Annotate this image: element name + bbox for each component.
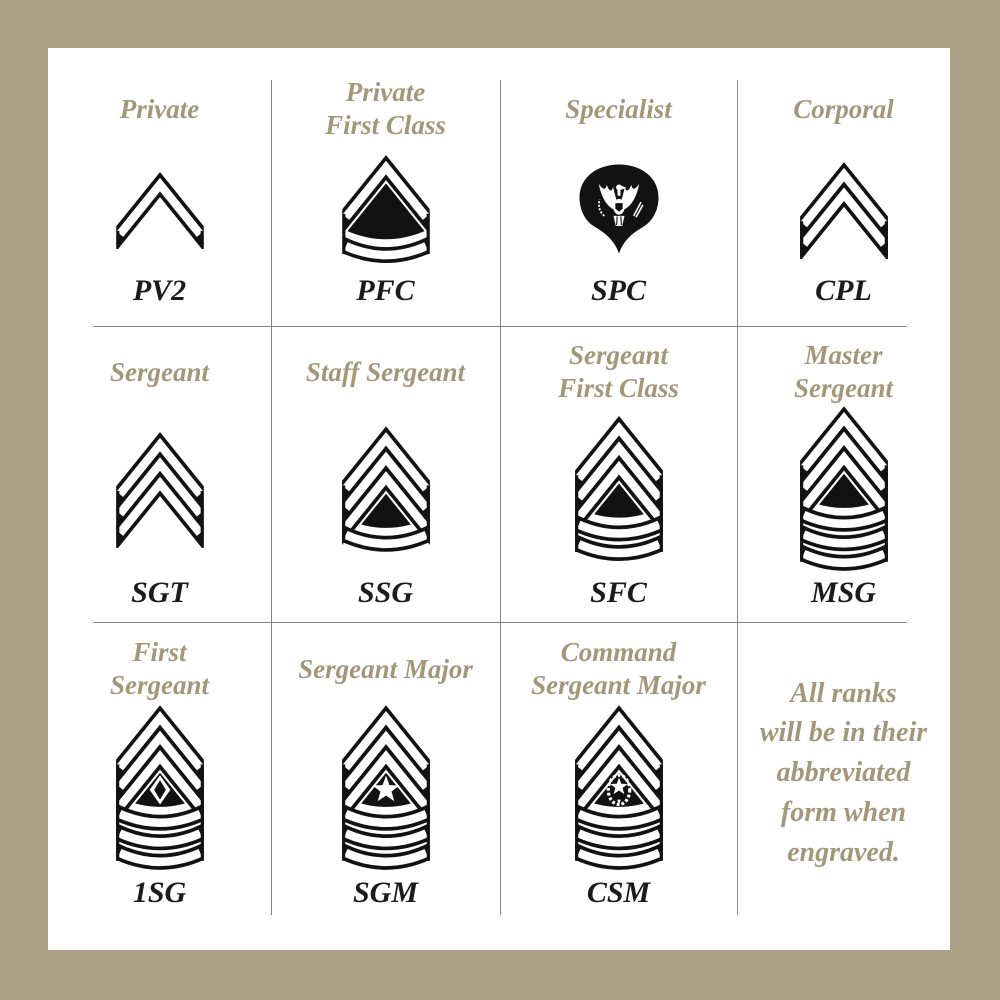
insignia-svg xyxy=(783,404,905,574)
private-chevron-icon xyxy=(99,146,221,272)
rank-title-line: Private xyxy=(345,77,426,108)
rank-abbr: PV2 xyxy=(132,274,187,307)
rank-cell-first-sergeant xyxy=(48,622,271,950)
insignia-svg xyxy=(325,153,447,266)
rank-title xyxy=(120,72,199,146)
note-line: will be in their xyxy=(759,717,928,749)
insignia-svg xyxy=(558,703,680,873)
rank-title xyxy=(325,72,446,146)
rank-title-line: Master xyxy=(804,340,883,371)
note-line: engraved. xyxy=(787,836,900,868)
rank-cell-private xyxy=(48,48,271,326)
rank-title xyxy=(794,340,893,404)
rank-title-line: Sergeant xyxy=(568,340,668,371)
rank-title-line: Private xyxy=(119,93,200,124)
rank-abbr: CPL xyxy=(815,274,872,307)
master-sergeant-chevron-icon xyxy=(783,404,905,574)
rank-abbr: PFC xyxy=(356,274,415,307)
rank-abbr: SGT xyxy=(131,576,188,609)
rank-title-line: First Class xyxy=(558,373,679,403)
rank-title-line: Sergeant xyxy=(793,373,893,403)
sergeant-major-chevron-icon xyxy=(325,702,447,874)
note-line: All ranks xyxy=(790,677,897,709)
rank-title xyxy=(110,636,209,702)
note-text xyxy=(760,674,927,873)
rank-chart-card xyxy=(48,48,950,950)
staff-sergeant-chevron-icon xyxy=(325,404,447,574)
rank-cell-private-first-class xyxy=(271,48,500,326)
note-cell xyxy=(737,622,950,950)
rank-title xyxy=(306,340,465,404)
insignia-svg xyxy=(783,160,905,259)
rank-title xyxy=(558,340,679,404)
rank-cell-sergeant xyxy=(48,326,271,622)
rank-cell-sergeant-first-class xyxy=(500,326,737,622)
private-first-class-chevron-icon xyxy=(325,146,447,272)
rank-title-line: Staff Sergeant xyxy=(305,356,466,387)
specialist-eagle-icon xyxy=(573,146,665,272)
rank-cell-command-sergeant-major xyxy=(500,622,737,950)
first-sergeant-chevron-icon xyxy=(99,702,221,874)
rank-abbr: SPC xyxy=(590,274,647,307)
command-sergeant-major-chevron-icon xyxy=(558,702,680,874)
rank-title-line: Corporal xyxy=(793,93,894,124)
rank-title-line: Command xyxy=(560,637,677,668)
rank-abbr: SSG xyxy=(357,576,414,609)
corporal-chevron-icon xyxy=(783,146,905,272)
rank-cell-staff-sergeant xyxy=(271,326,500,622)
rank-cell-corporal xyxy=(737,48,950,326)
rank-cell-specialist xyxy=(500,48,737,326)
insignia-svg xyxy=(325,424,447,555)
rank-abbr: SGM xyxy=(352,876,419,909)
rank-abbr: 1SG xyxy=(132,876,187,909)
insignia-svg xyxy=(99,170,221,249)
rank-title xyxy=(793,72,894,146)
rank-abbr: CSM xyxy=(586,876,651,909)
rank-title-line: Sergeant Major xyxy=(298,653,473,684)
rank-title-line: First Class xyxy=(325,110,446,140)
rank-title xyxy=(565,72,672,146)
insignia-svg xyxy=(558,414,680,564)
rank-title xyxy=(298,636,473,702)
rank-title-line: Sergeant xyxy=(109,356,209,387)
rank-cell-sergeant-major xyxy=(271,622,500,950)
rank-title-line: Sergeant Major xyxy=(531,670,706,700)
note-line: form when xyxy=(780,796,907,828)
rank-title-line: Sergeant xyxy=(109,670,209,700)
rank-title-line: First xyxy=(132,637,187,668)
rank-abbr: MSG xyxy=(810,576,877,609)
rank-title xyxy=(531,636,706,702)
insignia-svg xyxy=(325,703,447,873)
note-line: abbreviated xyxy=(776,757,911,789)
rank-title xyxy=(110,340,209,404)
rank-abbr: SFC xyxy=(590,576,647,609)
rank-cell-master-sergeant xyxy=(737,326,950,622)
insignia-svg xyxy=(99,430,221,548)
insignia-svg xyxy=(99,703,221,873)
rank-title-line: Specialist xyxy=(565,93,672,124)
sergeant-chevron-icon xyxy=(99,404,221,574)
sergeant-first-class-chevron-icon xyxy=(558,404,680,574)
insignia-svg xyxy=(573,159,665,260)
